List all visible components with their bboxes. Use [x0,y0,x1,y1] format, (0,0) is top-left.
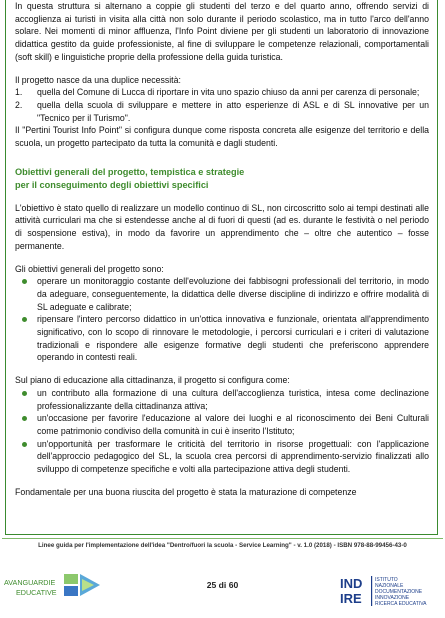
list-number: 1. [15,87,23,98]
list-item-text: quella del Comune di Lucca di riportare in vita uno spazio chiuso da anni per carenza di personale; [37,87,420,98]
list-item [15,412,429,437]
goals-list [15,275,429,364]
footer-citation: Linee guida per l'implementazione dell'idea "Dentro/fuori la scuola - Service Learning" - v. 1.0 (2018) - ISBN 978-88-99456-43-0 [38,542,407,549]
indire-line: DOCUMENTAZIONE [375,589,423,595]
indire-logo [340,574,445,612]
logo-text-line2: EDUCATIVE [16,588,57,597]
svg-text:IRE: IRE [340,591,362,606]
citizenship-intro: Sul piano di educazione alla cittadinanza, il progetto si configura come: [15,375,290,386]
section-heading-line1: Obiettivi generali del progetto, tempistica e strategie [15,166,245,177]
list-item-text: ripensare l'intero percorso didattico in un'ottica innovativa e funzionale, orientata all'apprendimento significativo, con lo scopo di rinnovare le metodologie, i percorsi curriculari e i criteri di valutazione tradizionali e rispondere alle esigenze formative degli studenti che preferiscono apprendere operando in contesti reali. [37,314,429,363]
bullet-icon [22,416,27,421]
svg-text:IND: IND [340,576,363,591]
section-heading [15,166,429,192]
project-summary: Il "Pertini Tourist Info Point" si configura dunque come risposta concreta alle esigenze del territorio e della scuola, un progetto partecipato da tutta la comunità e dagli studenti. [15,125,429,149]
list-item [15,86,429,99]
indire-line: NAZIONALE [375,583,404,589]
list-item [15,438,429,476]
document-body [15,0,429,499]
closing-paragraph: Fondamentale per una buona riuscita del progetto è stata la maturazione di competenze [15,486,357,497]
needs-list [15,86,429,124]
list-number: 2. [15,99,23,110]
list-item-text: un contributo alla formazione di una cultura dell'accoglienza turistica, intesa come declinazione professionalizzante della cittadinanza attiva; [37,387,429,411]
objective-paragraph: L'obiettivo è stato quello di realizzare un modello continuo di SL, non circoscritto solo ai tempi destinati alle attività curriculari ma che si estendesse anche al di fuori di questi (ad es. durante le festività o nel periodo di sospensione estiva), in modo da favorire un apprendimento che – oltre che autentico – fosse permanente. [15,202,429,251]
needs-intro: Il progetto nasce da una duplice necessità: [15,74,181,85]
intro-paragraph: In questa struttura si alternano a coppie gli studenti del terzo e del quarto anno, offrendo servizi di accoglienza ai turisti in visita alla città non solo durante il periodo scolastico, ma in tutto l'arco dell'anno solare. Nei momenti di minor affluenza, l'Info Point diviene per gli studenti un laboratorio di innovazione didattica gestito da guide professioniste, al fine di sviluppare le competenze relazionali, comportamentali (soft skill) e linguistiche proprie della professione della guida turistica. [15,1,429,62]
list-item-text: un'occasione per favorire l'educazione al valore dei luoghi e al riconoscimento dei Beni Culturali come patrimonio condiviso della comunità in cui è inserito l'Istituto; [37,413,429,436]
list-item [15,99,429,124]
logo-text-line1: AVANGUARDIE [4,578,56,587]
page-number: 25 di 60 [206,580,239,590]
goals-intro: Gli obiettivi generali del progetto sono: [15,263,164,274]
indire-wordmark [340,576,362,606]
citizenship-list [15,387,429,476]
bullet-icon [22,317,27,322]
bullet-icon [22,442,27,447]
list-item [15,275,429,313]
bullet-icon [22,391,27,396]
list-item [15,313,429,364]
section-heading-line2: per il conseguimento degli obiettivi specifici [15,179,209,190]
list-item-text: un'opportunità per trasformare le criticità del territorio in risorse progettuali: con l'applicazione dell'approccio pedagogico del SL, la scuola crea percorsi di apprendimento-servizio finalizzati allo sviluppo di competenze specifiche e volti alla partecipazione attiva degli studenti. [37,438,429,475]
indire-line: INNOVAZIONE [375,595,410,601]
list-item-text: quella della scuola di sviluppare e mettere in atto esperienze di ASL e di SL innovative per un "Tecnico per il Turismo". [37,99,429,123]
indire-line: RICERCA EDUCATIVA [375,601,427,607]
list-item [15,387,429,412]
list-item-text: operare un monitoraggio costante dell'evoluzione dei fabbisogni professionali del territorio, in modo da adeguare, conseguentemente, la didattica delle diverse discipline di indirizzo e offrire modalità di SL adeguate e calibrate; [37,276,429,312]
footer-divider [2,538,443,539]
bullet-icon [22,279,27,284]
indire-line: ISTITUTO [375,577,398,583]
